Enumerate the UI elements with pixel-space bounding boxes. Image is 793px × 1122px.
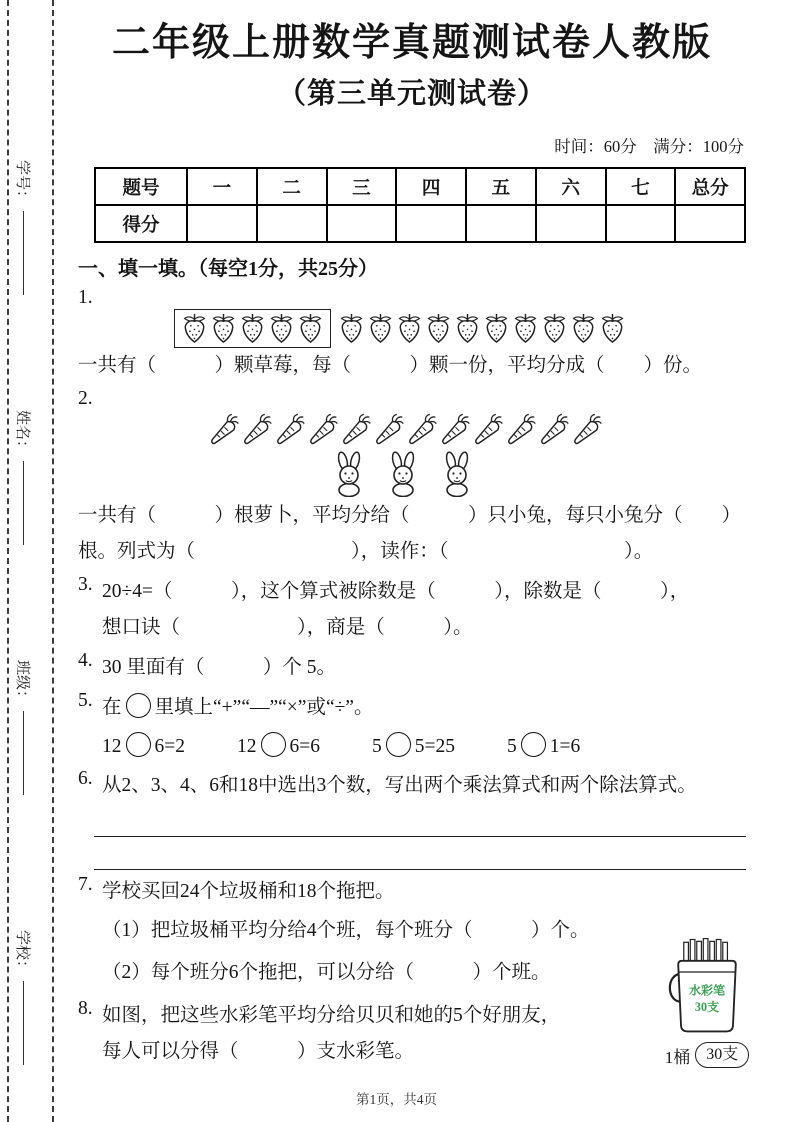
time-score-info: 时间：60分 满分：100分 xyxy=(554,136,744,156)
question-2-text-line2: 根。列式为（ ），读作：（ ）。 xyxy=(78,541,654,563)
seal-fill-line xyxy=(24,711,25,795)
answer-line xyxy=(94,837,746,870)
operator-circle xyxy=(126,732,151,757)
score-table-cell: 总分 xyxy=(675,168,745,205)
score-table-cell: 二 xyxy=(257,168,327,205)
seal-fill-line xyxy=(24,211,25,295)
equation-left: 12 xyxy=(102,736,122,758)
strawberry-icon xyxy=(180,312,209,345)
score-table-cell: 一 xyxy=(187,168,257,205)
carrot-icon xyxy=(373,412,406,448)
seal-label-text: 班级： xyxy=(14,660,31,706)
question-6-text: 从2、3、4、6和18中选出3个数，写出两个乘法算式和两个除法算式。 xyxy=(102,775,697,797)
question-2-text-line1: 一共有（ ）根萝卜，平均分给（ ）只小兔，每只小兔分（ ） xyxy=(78,505,742,527)
rabbit-icon xyxy=(328,451,370,497)
rabbit-icon xyxy=(436,451,478,497)
strawberry-icon xyxy=(453,312,482,345)
equation-right: 6=2 xyxy=(154,736,185,758)
seal-fill-line xyxy=(24,461,25,545)
strawberry-icon xyxy=(511,312,540,345)
rabbit-icon xyxy=(382,451,424,497)
seal-label-class xyxy=(13,660,35,810)
equation-left: 12 xyxy=(237,736,257,758)
operator-circle xyxy=(126,693,151,718)
strawberry-icon xyxy=(366,312,395,345)
seal-label-text: 学校： xyxy=(14,930,31,976)
question-3 xyxy=(78,574,746,646)
score-table-cell: 六 xyxy=(536,168,606,205)
question-8-text-line1: 如图，把这些水彩笔平均分给贝贝和她的5个好朋友， xyxy=(102,1005,561,1027)
page-title: 二年级上册数学真题测试卷人教版 xyxy=(111,22,712,64)
score-table-cell xyxy=(187,205,257,242)
carrot-icon xyxy=(439,412,472,448)
question-5-number: 5. xyxy=(78,690,93,712)
question-2-number: 2. xyxy=(78,388,93,410)
score-table-cell: 五 xyxy=(466,168,536,205)
question-7-number: 7. xyxy=(78,874,93,896)
equation-right: 6=6 xyxy=(289,736,320,758)
seal-dashed-line-inner xyxy=(52,0,54,1122)
carrot-icon xyxy=(505,412,538,448)
question-4 xyxy=(78,650,746,686)
question-4-number: 4. xyxy=(78,650,93,672)
page-footer: 第1页，共4页 xyxy=(356,1092,437,1107)
question-3-text-line1: 20÷4=（ ），这个算式被除数是（ ），除数是（ ）， xyxy=(102,581,690,603)
equation-right: 5=25 xyxy=(414,736,455,758)
question-5-equations xyxy=(102,730,746,764)
strawberry-icon xyxy=(569,312,598,345)
score-table-cell xyxy=(396,205,466,242)
question-1-number: 1. xyxy=(78,287,93,309)
question-3-number: 3. xyxy=(78,574,93,596)
caption-count-oval: 30支 xyxy=(695,1042,749,1068)
score-table-cell xyxy=(675,205,745,242)
bucket-caption xyxy=(647,1042,767,1068)
equation-left: 5 xyxy=(372,736,382,758)
question-8-number: 8. xyxy=(78,998,93,1020)
question-5 xyxy=(78,690,746,764)
operator-circle xyxy=(521,732,546,757)
score-table-cell xyxy=(327,205,397,242)
strawberry-icon xyxy=(424,312,453,345)
question-6-number: 6. xyxy=(78,768,93,790)
question-7-text: 学校买回24个垃圾桶和18个拖把。 xyxy=(102,881,395,903)
score-table-cell xyxy=(466,205,536,242)
carrot-icon xyxy=(538,412,571,448)
question-3-text-line2: 想口诀（ ），商是（ ）。 xyxy=(102,617,473,639)
carrot-icon xyxy=(274,412,307,448)
question-8 xyxy=(78,998,746,1070)
strawberry-icon xyxy=(238,312,267,345)
carrot-icon xyxy=(307,412,340,448)
operator-circle xyxy=(386,732,411,757)
seal-label-text: 姓名： xyxy=(14,410,31,456)
equation-left: 5 xyxy=(507,736,517,758)
operator-circle xyxy=(261,732,286,757)
equation-3 xyxy=(372,730,455,764)
score-table-cell: 题号 xyxy=(95,168,187,205)
question-2 xyxy=(78,388,746,570)
strawberry-icon xyxy=(337,312,366,345)
bucket-caption-prefix: 1桶 xyxy=(664,1047,691,1067)
carrot-row xyxy=(208,410,746,450)
seal-dashed-line-outer xyxy=(7,0,9,1122)
marker-bucket-figure xyxy=(647,933,767,1068)
question-6 xyxy=(78,768,746,804)
score-table-cell xyxy=(536,205,606,242)
strawberry-icon xyxy=(482,312,511,345)
strawberry-icon xyxy=(296,312,325,345)
bucket-label-name: 水彩笔 xyxy=(688,983,726,998)
question-4-text: 30 里面有（ ）个 5。 xyxy=(102,657,337,679)
strawberry-icon xyxy=(267,312,296,345)
score-table-cell: 得分 xyxy=(95,205,187,242)
equation-right: 1=6 xyxy=(549,736,581,758)
strawberry-icon xyxy=(598,312,627,345)
strawberry-group-box xyxy=(174,309,331,348)
strawberry-icon xyxy=(540,312,569,345)
seal-label-text: 学号： xyxy=(14,160,31,206)
question-7 xyxy=(78,874,746,994)
score-table-cell: 七 xyxy=(606,168,676,205)
strawberry-rest-group xyxy=(331,310,627,347)
question-1 xyxy=(78,287,746,384)
carrot-icon xyxy=(208,412,241,448)
score-table-score-row xyxy=(95,205,745,242)
score-table-cell: 四 xyxy=(396,168,466,205)
score-table-cell xyxy=(606,205,676,242)
equation-2 xyxy=(237,730,320,764)
seal-label-name xyxy=(13,410,35,560)
seal-fill-line xyxy=(24,981,25,1065)
equation-4 xyxy=(507,730,580,764)
seal-label-student-id xyxy=(13,160,35,310)
question-8-text-line2: 每人可以分得（ ）支水彩笔。 xyxy=(102,1041,415,1063)
score-table-header-row xyxy=(95,168,745,205)
page-subtitle: （第三单元测试卷） xyxy=(276,77,547,110)
carrot-icon xyxy=(406,412,439,448)
carrot-icon xyxy=(241,412,274,448)
section-one-heading: 一、填一填。（每空1分，共25分） xyxy=(78,258,378,281)
question-5-intro-pre: 在 xyxy=(102,697,122,719)
question-5-intro-post: 里填上“+”“—”“×”或“÷”。 xyxy=(154,697,374,719)
answer-line xyxy=(94,804,746,837)
rabbit-row xyxy=(328,450,746,498)
question-1-text: 一共有（ ）颗草莓，每（ ）颗一份，平均分成（ ）份。 xyxy=(78,355,703,377)
score-table-cell xyxy=(257,205,327,242)
strawberry-row xyxy=(174,309,746,348)
carrot-icon xyxy=(340,412,373,448)
question-7-sub1: （1）把垃圾桶平均分给4个班，每个班分（ ）个。 xyxy=(102,920,590,942)
question-7-sub2: （2）每个班分6个拖把，可以分给（ ）个班。 xyxy=(102,962,551,984)
score-table xyxy=(94,167,746,243)
carrot-icon xyxy=(472,412,505,448)
strawberry-icon xyxy=(395,312,424,345)
carrot-icon xyxy=(571,412,604,448)
paper-content xyxy=(78,0,746,1070)
bucket-label-count: 30支 xyxy=(694,1000,720,1014)
seal-label-school xyxy=(13,930,35,1080)
question-5-intro xyxy=(102,690,746,726)
marker-bucket-illustration xyxy=(655,933,759,1037)
score-table-cell: 三 xyxy=(327,168,397,205)
strawberry-icon xyxy=(209,312,238,345)
equation-1 xyxy=(102,730,185,764)
